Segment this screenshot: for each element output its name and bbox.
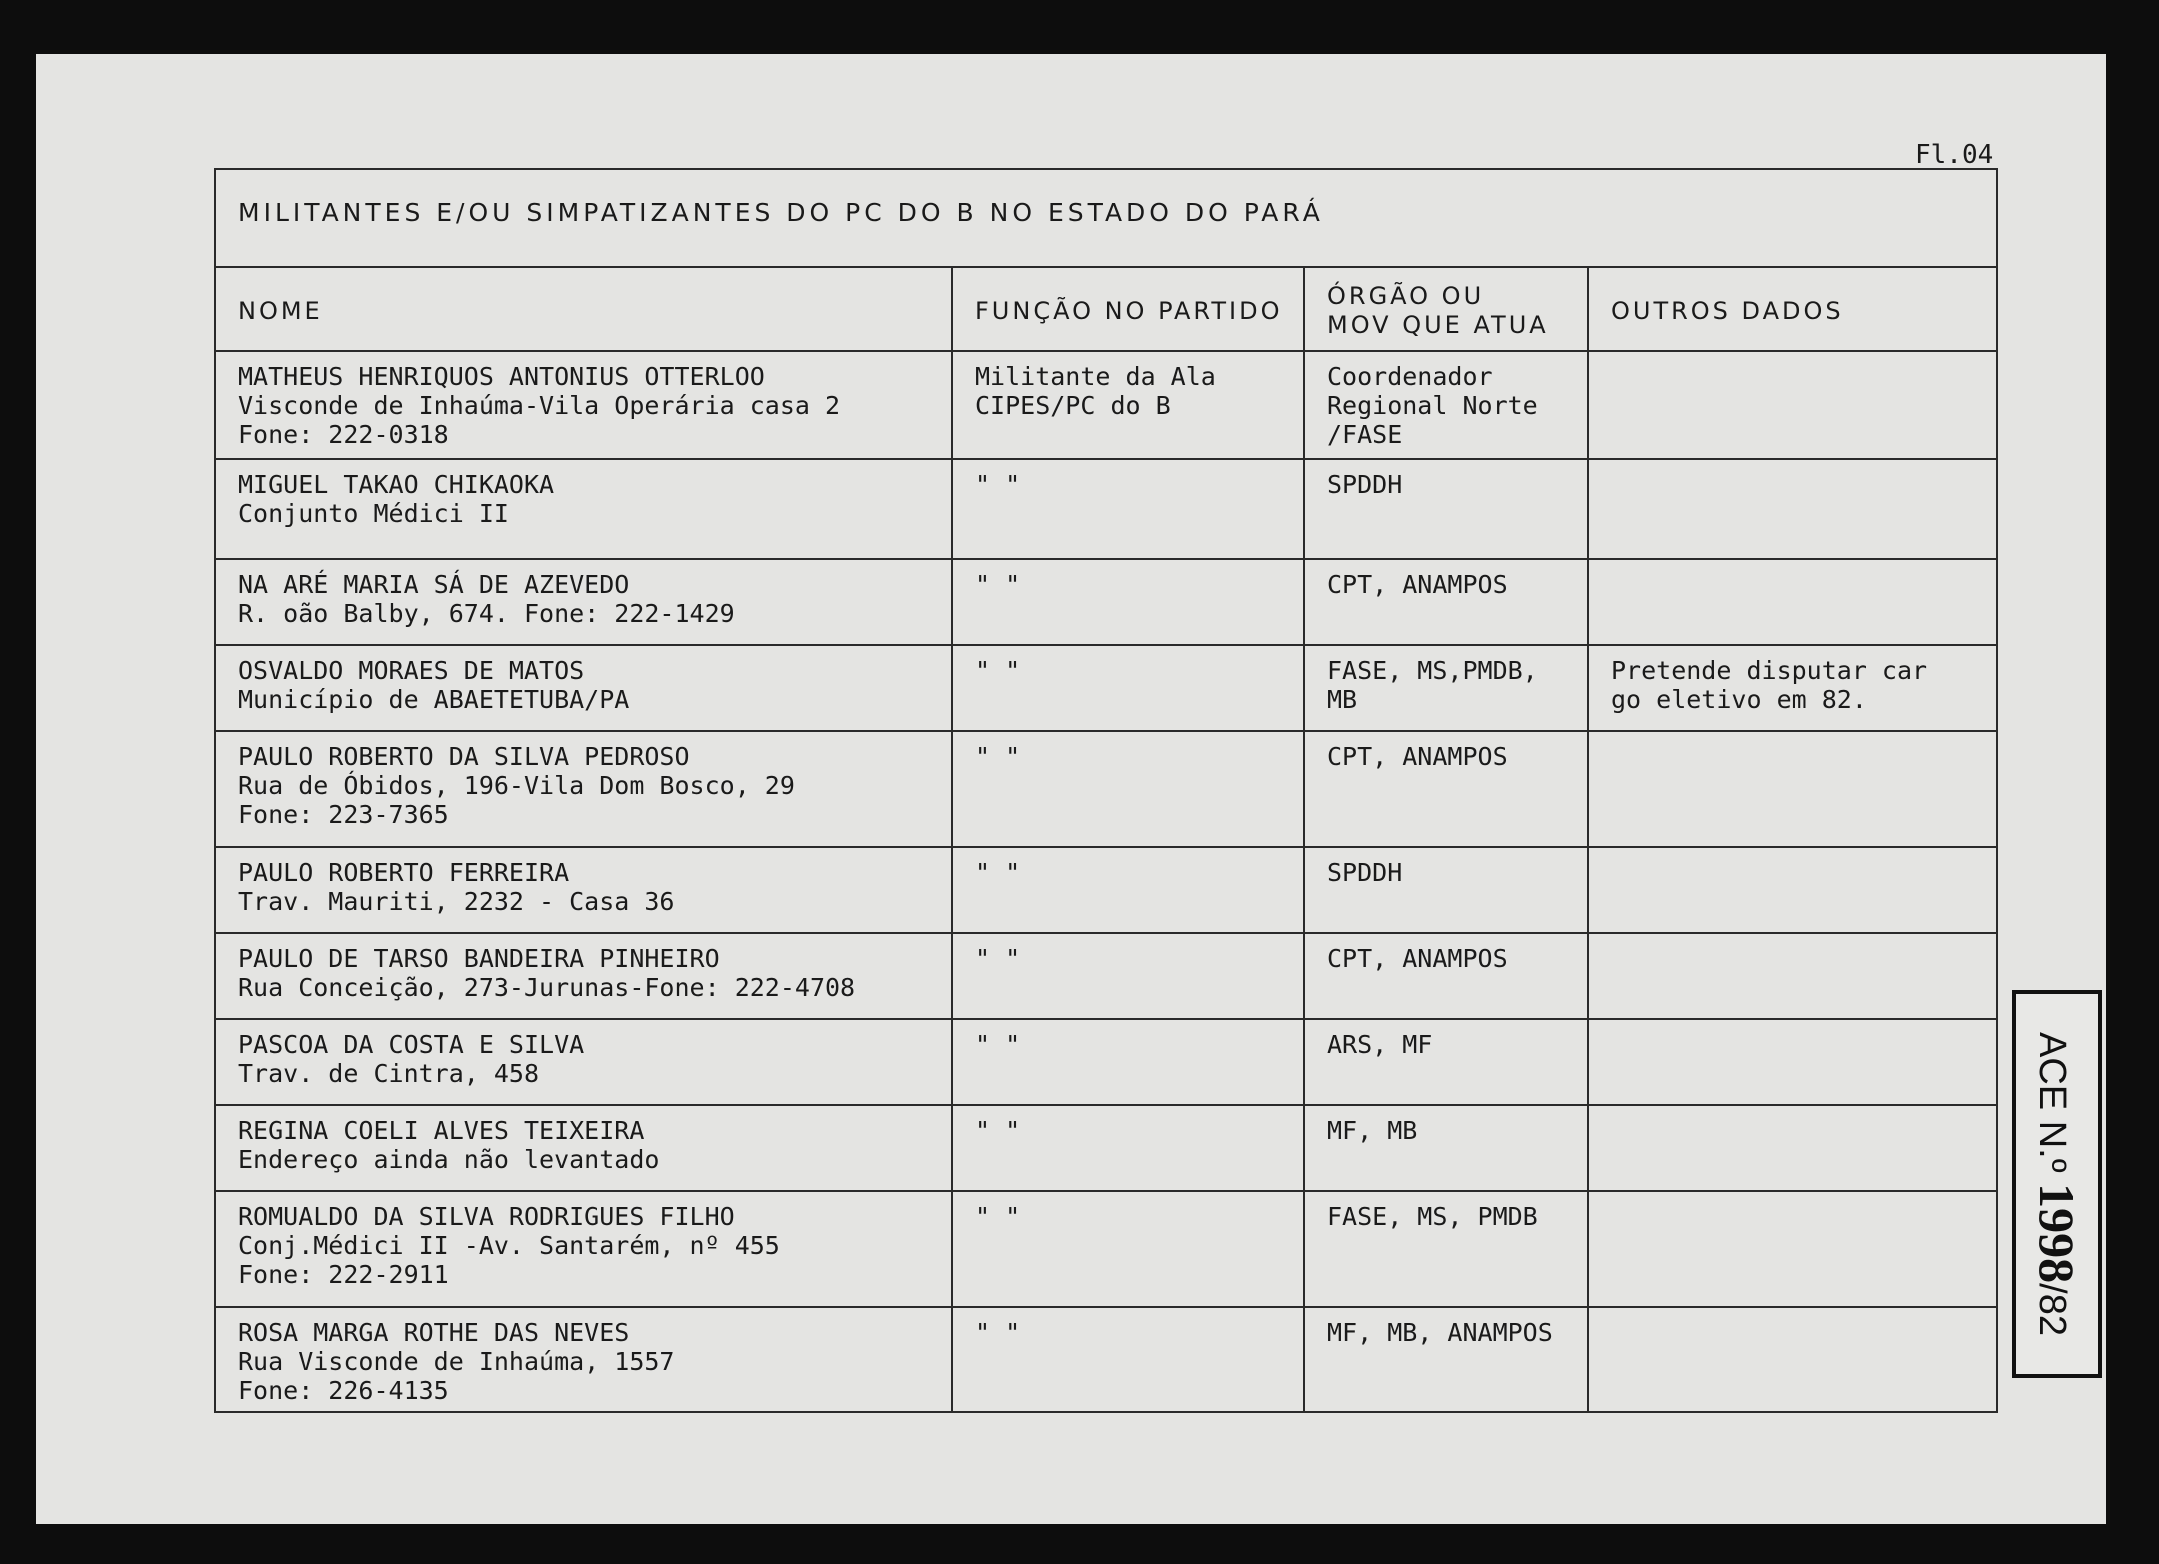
cell-organ: FASE, MS,PMDB, MB — [1304, 645, 1588, 731]
cell-other — [1588, 933, 1997, 1019]
table-row — [215, 1019, 1997, 1105]
cell-other — [1588, 1307, 1997, 1412]
table-row — [215, 1105, 1997, 1191]
cell-function: " " — [952, 645, 1304, 731]
cell-organ: FASE, MS, PMDB — [1304, 1191, 1588, 1307]
cell-name: MIGUEL TAKAO CHIKAOKA Conjunto Médici II — [215, 459, 952, 559]
cell-other — [1588, 731, 1997, 847]
cell-organ: CPT, ANAMPOS — [1304, 933, 1588, 1019]
cell-function: " " — [952, 1191, 1304, 1307]
stamp-text — [2028, 1032, 2086, 1336]
cell-function: " " — [952, 1019, 1304, 1105]
cell-other — [1588, 1191, 1997, 1307]
cell-name: NA ARÉ MARIA SÁ DE AZEVEDO R. oão Balby, 674. Fone: 222-1429 — [215, 559, 952, 645]
cell-name: PAULO ROBERTO DA SILVA PEDROSO Rua de Óbidos, 196-Vila Dom Bosco, 29 Fone: 223-7365 — [215, 731, 952, 847]
column-header-other: OUTROS DADOS — [1588, 267, 1997, 351]
column-header-function: FUNÇÃO NO PARTIDO — [952, 267, 1304, 351]
table-row — [215, 847, 1997, 933]
cell-other — [1588, 1105, 1997, 1191]
cell-other — [1588, 351, 1997, 459]
table-row — [215, 731, 1997, 847]
cell-function: " " — [952, 1307, 1304, 1412]
table-row — [215, 351, 1997, 459]
header-row — [215, 267, 1997, 351]
cell-other — [1588, 559, 1997, 645]
cell-function: " " — [952, 1105, 1304, 1191]
cell-other: Pretende disputar car go eletivo em 82. — [1588, 645, 1997, 731]
table-row — [215, 559, 1997, 645]
cell-name: ROSA MARGA ROTHE DAS NEVES Rua Visconde de Inhaúma, 1557 Fone: 226-4135 — [215, 1307, 952, 1412]
militants-table — [214, 168, 1998, 1413]
cell-function: " " — [952, 933, 1304, 1019]
cell-organ: SPDDH — [1304, 847, 1588, 933]
column-header-organ: ÓRGÃO OU MOV QUE ATUA — [1304, 267, 1588, 351]
cell-organ: Coordenador Regional Norte /FASE — [1304, 351, 1588, 459]
cell-other — [1588, 847, 1997, 933]
cell-organ: CPT, ANAMPOS — [1304, 731, 1588, 847]
table-row — [215, 1191, 1997, 1307]
cell-name: OSVALDO MORAES DE MATOS Município de ABAETETUBA/PA — [215, 645, 952, 731]
cell-name: PASCOA DA COSTA E SILVA Trav. de Cintra, 458 — [215, 1019, 952, 1105]
table-row — [215, 933, 1997, 1019]
cell-name: MATHEUS HENRIQUOS ANTONIUS OTTERLOO Visconde de Inhaúma-Vila Operária casa 2 Fone: 222-0318 — [215, 351, 952, 459]
cell-organ: MF, MB — [1304, 1105, 1588, 1191]
table-row — [215, 645, 1997, 731]
stamp-number: 1998 — [2029, 1183, 2085, 1284]
cell-function: Militante da Ala CIPES/PC do B — [952, 351, 1304, 459]
cell-organ: SPDDH — [1304, 459, 1588, 559]
column-header-name: NOME — [215, 267, 952, 351]
cell-organ: CPT, ANAMPOS — [1304, 559, 1588, 645]
cell-name: PAULO DE TARSO BANDEIRA PINHEIRO Rua Conceição, 273-Jurunas-Fone: 222-4708 — [215, 933, 952, 1019]
cell-function: " " — [952, 731, 1304, 847]
title-row — [215, 169, 1997, 267]
document-title: MILITANTES E/OU SIMPATIZANTES DO PC DO B NO ESTADO DO PARÁ — [215, 169, 1997, 267]
table-row — [215, 1307, 1997, 1412]
cell-function: " " — [952, 847, 1304, 933]
cell-name: PAULO ROBERTO FERREIRA Trav. Mauriti, 2232 - Casa 36 — [215, 847, 952, 933]
archive-stamp — [2012, 990, 2102, 1378]
stamp-prefix: ACE N.º — [2031, 1032, 2073, 1173]
cell-organ: MF, MB, ANAMPOS — [1304, 1307, 1588, 1412]
cell-function: " " — [952, 459, 1304, 559]
cell-name: REGINA COELI ALVES TEIXEIRA Endereço ainda não levantado — [215, 1105, 952, 1191]
page-number: Fl.04 — [1915, 140, 1994, 170]
cell-other — [1588, 459, 1997, 559]
cell-organ: ARS, MF — [1304, 1019, 1588, 1105]
table-body — [215, 351, 1997, 1412]
stamp-suffix: /82 — [2031, 1283, 2073, 1336]
table-row — [215, 459, 1997, 559]
cell-other — [1588, 1019, 1997, 1105]
cell-function: " " — [952, 559, 1304, 645]
cell-name: ROMUALDO DA SILVA RODRIGUES FILHO Conj.Médici II -Av. Santarém, nº 455 Fone: 222-2911 — [215, 1191, 952, 1307]
